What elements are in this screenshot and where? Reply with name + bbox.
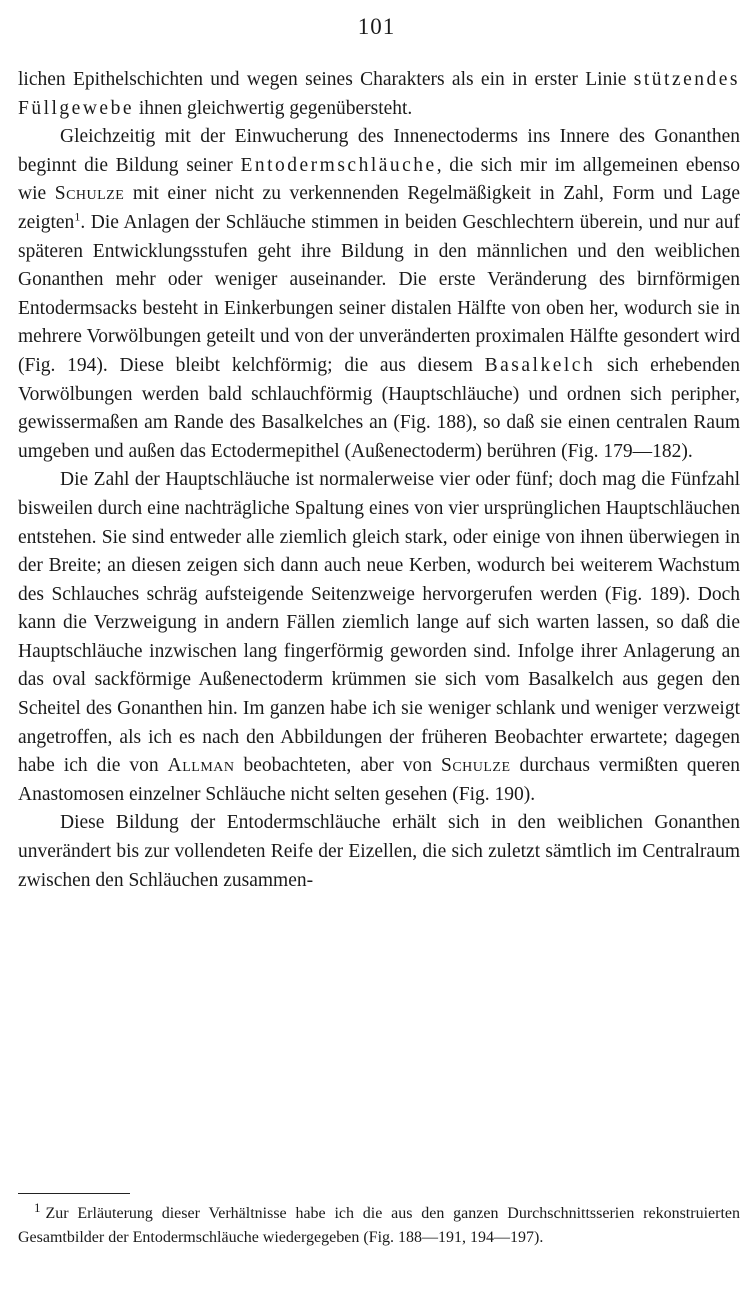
text-run: beobachteten, aber von <box>234 755 441 777</box>
footnote-divider <box>18 1193 130 1194</box>
text-run: . Die Anlagen der Schläuche stimmen in beiden Geschlechtern überein, und nur auf späteren Entwicklungsstufen geht ihre Bildung in den männlichen und den weiblichen Gonanthen mehr oder weniger auseinander. Die erste Veränderung des birnförmigen Entodermsacks besteht in Einkerbungen seiner distalen Hälfte von oben her, wodurch sie in mehrere Vorwölbungen geteilt und von der unveränderten proximalen Hälfte gesondert wird (Fig. 194). Diese bleibt kelchförmig; die aus diesem <box>18 211 740 376</box>
footnote-number: 1 <box>34 1199 41 1215</box>
footnote-text: Zur Erläuterung dieser Verhältnisse habe ich die aus den ganzen Durchschnittsserien rekonstruierten Gesamtbilder der Entodermschläuche wiedergegeben (Fig. 188—191, 194—197). <box>18 1205 740 1246</box>
footnote-reference: 1 <box>74 209 81 224</box>
paragraph-4 <box>18 809 740 895</box>
text-run: sich erhebenden Vorwölbungen werden bald schlauchförmig (Hauptschläuche) und ordnen sich peripher, gewissermaßen am Rande des Basalkelches an (Fig. 188), so daß sie einen centralen Raum umgeben und außen das Ectodermepithel (Außenectoderm) berühren (Fig. 179—182). <box>18 354 740 462</box>
text-run: durchaus vermißten queren Anastomosen einzelner Schläuche nicht selten gesehen (Fig. 190). <box>18 755 740 805</box>
page-number: 101 <box>357 14 396 39</box>
author-name: Schulze <box>440 755 511 777</box>
body-text <box>18 66 740 895</box>
paragraph-1 <box>18 66 740 123</box>
text-run: Diese Bildung der Entodermschläuche erhält sich in den weiblichen Gonanthen unverändert bis zur vollendeten Reife der Eizellen, die sich zuletzt sämtlich im Centralraum zwischen den Schläuchen zusammen- <box>18 812 740 891</box>
text-run: lichen Epithelschichten und wegen seines Charakters als ein in erster Linie <box>18 69 634 90</box>
text-run: Die Zahl der Hauptschläuche ist normalerweise vier oder fünf; doch mag die Fünfzahl bisweilen durch eine nachträgliche Spaltung eines von vier ursprünglichen Hauptschläuchen entstehen. Sie sind entweder alle ziemlich gleich stark, oder einige von ihnen überwiegen in der Breite; an diesen zeigen sich dann auch neue Kerben, wodurch bei weiterem Wachstum des Schlauches schräg aufsteigende Seitenzweige hervorgerufen werden (Fig. 189). Doch kann die Verzweigung in andern Fällen ziemlich lange auf sich warten lassen, so daß die Hauptschläuche inzwischen lang fingerförmig geworden sind. Infolge ihrer Anlagerung an das oval sackförmige Außenectoderm krümmen sie sich vom Basalkelch aus gegen den Scheitel des Gonanthen hin. Im ganzen habe ich sie weniger schlank und weniger verzweigt angetroffen, als ich es nach den Abbildungen der früheren Beobachter erwartete; dagegen habe ich die von <box>18 469 740 777</box>
text-run: ihnen gleichwertig gegenübersteht. <box>133 97 413 119</box>
text-run: , die sich mir im allgemeinen ebenso wie <box>18 154 741 205</box>
footnote <box>18 1199 740 1250</box>
text-run: mit einer nicht zu verkennenden Regelmäßigkeit in Zahl, Form und Lage zeigten <box>18 183 740 233</box>
spaced-emphasis: Basalkelch <box>484 354 596 376</box>
spaced-emphasis: Entodermschläuche <box>240 154 437 176</box>
author-name: Allman <box>167 755 235 777</box>
paragraph-2 <box>18 123 740 466</box>
text-run: Gleichzeitig mit der Einwucherung des Innenectoderms ins Innere des Gonanthen beginnt die Bildung seiner <box>18 126 740 176</box>
author-name: Schulze <box>54 183 125 205</box>
spaced-emphasis: stützendes Füllgewebe <box>18 69 740 119</box>
paragraph-3 <box>18 466 740 809</box>
